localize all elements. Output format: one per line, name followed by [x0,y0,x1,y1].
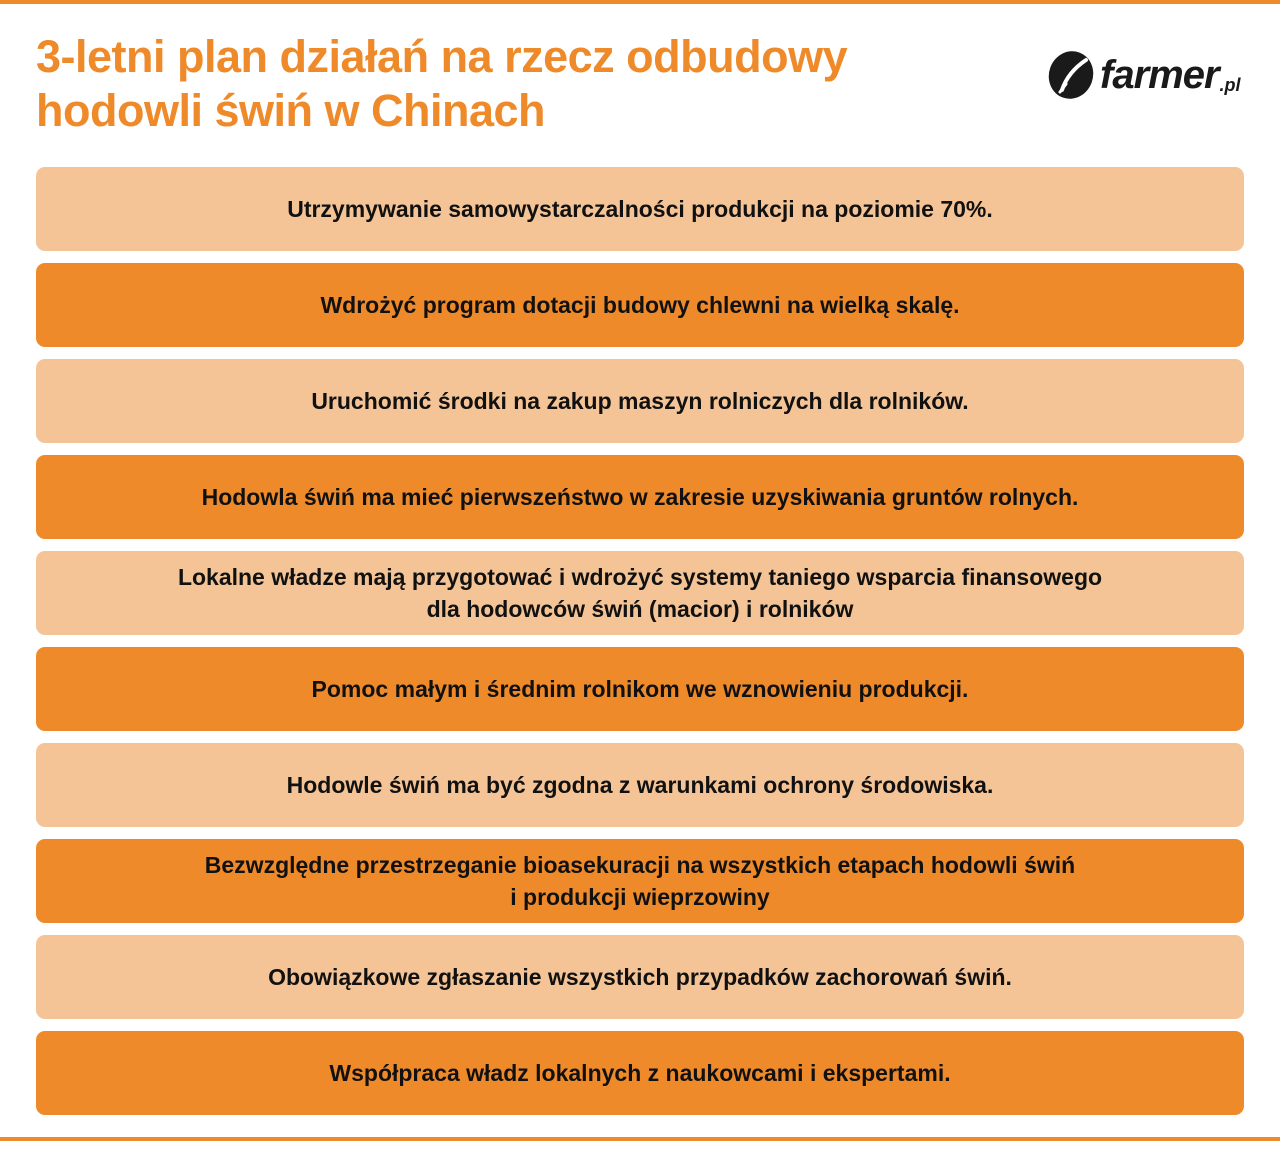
plan-item [36,647,1244,731]
page-title [36,30,896,138]
plan-item-text: Bezwzględne przestrzeganie bioasekuracji na wszystkich etapach hodowli świń i produkcji wieprzowiny [204,852,1076,910]
plan-item-text: Hodowle świń ma być zgodna z warunkami ochrony środowiska. [286,772,994,798]
leaf-icon [1046,50,1096,100]
plan-item [36,359,1244,443]
plan-item [36,1031,1244,1115]
plan-item-text: Utrzymywanie samowystarczalności produkcji na poziomie 70%. [287,196,993,222]
page-title-line-2: hodowli świń w Chinach [36,85,546,136]
plan-item-text: Współpraca władz lokalnych z naukowcami i ekspertami. [329,1060,951,1086]
bottom-divider [0,1137,1280,1141]
plan-item-text: Hodowla świń ma mieć pierwszeństwo w zakresie uzyskiwania gruntów rolnych. [201,484,1079,510]
plan-item-text: Uruchomić środki na zakup maszyn rolniczych dla rolników. [311,388,969,414]
plan-item [36,167,1244,251]
plan-item [36,935,1244,1019]
plan-item [36,455,1244,539]
plan-item-text: Wdrożyć program dotacji budowy chlewni na wielką skalę. [320,292,960,318]
farmer-logo [1046,48,1246,102]
plan-list [36,167,1244,1127]
logo-domain-suffix: .pl [1219,74,1241,95]
plan-item-text: Obowiązkowe zgłaszanie wszystkich przypadków zachorowań świń. [268,964,1012,990]
plan-item [36,743,1244,827]
plan-item-text: Lokalne władze mają przygotować i wdrożyć systemy taniego wsparcia finansowego dla hodowców świń (macior) i rolników [177,564,1103,622]
page-title-line-1: 3-letni plan działań na rzecz odbudowy [36,31,848,82]
plan-item-text: Pomoc małym i średnim rolnikom we wznowieniu produkcji. [311,676,969,702]
plan-item [36,551,1244,635]
plan-item [36,263,1244,347]
plan-item [36,839,1244,923]
logo-wordmark: farmer [1100,53,1219,97]
top-divider [0,0,1280,4]
